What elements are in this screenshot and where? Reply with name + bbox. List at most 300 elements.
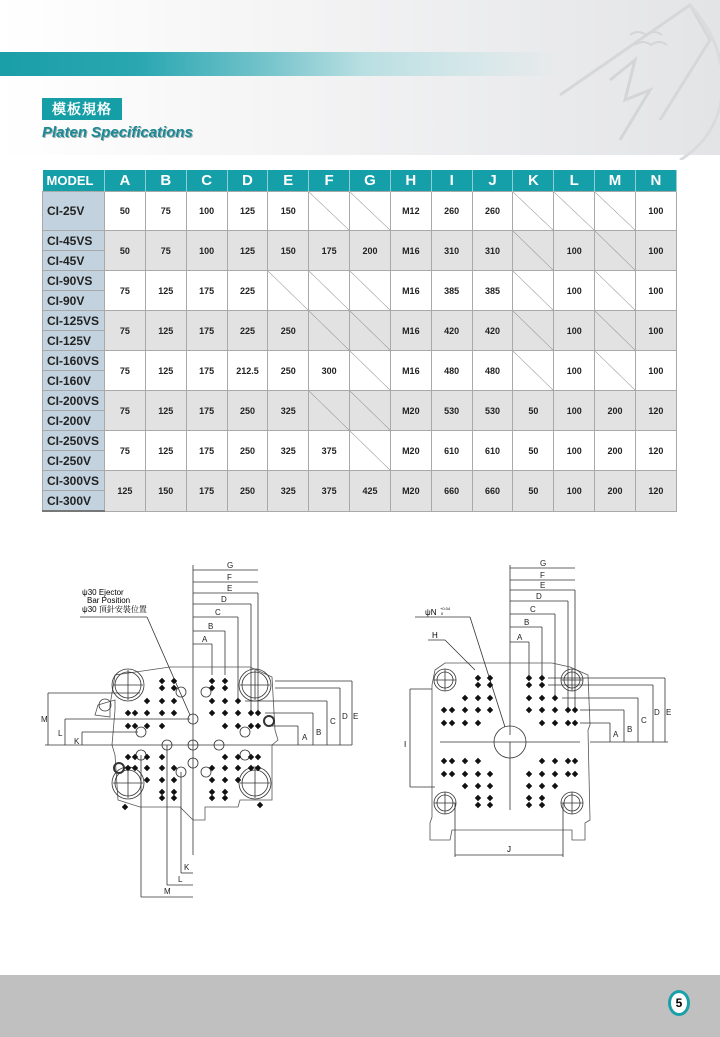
side-dim-d: D [342,712,348,721]
tapped-hole-icon [255,710,261,716]
value-cell: 425 [350,471,391,512]
tapped-hole-icon [475,795,481,801]
value-cell: 660 [431,471,472,512]
tapped-hole-icon [441,758,447,764]
value-cell: M12 [390,192,431,231]
tapped-hole-icon [572,707,578,713]
value-cell: 50 [513,431,554,471]
top-dim-label: G [227,561,234,570]
j-label: J [507,845,511,854]
bottom-dim-m: M [164,887,171,896]
tapped-hole-icon [475,707,481,713]
value-cell: 100 [186,192,227,231]
empty-cell [513,311,554,351]
model-cell: CI-200V [43,411,105,431]
table-row [43,351,677,371]
tapped-hole-icon [475,758,481,764]
left-dim-l: L [58,729,63,738]
tapped-hole-icon [552,707,558,713]
table-row [43,391,677,411]
value-cell: M20 [390,391,431,431]
value-cell: 325 [268,391,309,431]
table-row [43,271,677,291]
tapped-hole-icon [159,777,165,783]
value-cell: 212.5 [227,351,268,391]
top-dim-label: C [215,608,221,617]
tapped-hole-icon [222,754,228,760]
value-cell: 100 [635,351,676,391]
value-cell: 175 [186,471,227,512]
tapped-hole-icon [159,685,165,691]
tapped-hole-icon [572,758,578,764]
empty-cell [554,192,595,231]
value-cell: M20 [390,431,431,471]
table-row [43,431,677,451]
tapped-hole-icon [209,685,215,691]
tapped-hole-icon [171,698,177,704]
top-dim-label: A [517,633,523,642]
value-cell: M16 [390,271,431,311]
value-cell: 125 [145,351,186,391]
tapped-hole-icon [475,771,481,777]
column-header-a: A [105,170,146,192]
top-dim-label: B [208,622,214,631]
value-cell: 50 [513,471,554,512]
tapped-hole-icon [144,754,150,760]
model-cell: CI-250VS [43,431,105,451]
tapped-hole-icon [144,710,150,716]
tapped-hole-icon [462,758,468,764]
section-title-en: Platen Specifications [42,124,193,141]
value-cell: 175 [186,311,227,351]
model-cell: CI-160V [43,371,105,391]
tapped-hole-icon [539,802,545,808]
ejector-label-line2: Bar Position [87,596,131,605]
left-dim-k: K [74,737,80,746]
tapped-hole-icon [487,707,493,713]
empty-cell [513,271,554,311]
value-cell: 200 [350,231,391,271]
tapped-hole-icon [441,720,447,726]
tapped-hole-icon [209,710,215,716]
column-header-c: C [186,170,227,192]
tapped-hole-icon [462,783,468,789]
value-cell: 175 [186,351,227,391]
value-cell: 250 [227,391,268,431]
top-dim-label: F [227,573,232,582]
value-cell: 150 [145,471,186,512]
tapped-hole-icon [159,698,165,704]
tapped-hole-icon [526,771,532,777]
tapped-hole-icon [526,795,532,801]
value-cell: M20 [390,471,431,512]
tapped-hole-icon [462,695,468,701]
tapped-hole-icon [552,695,558,701]
tapped-hole-icon [565,720,571,726]
top-dim-label: C [530,605,536,614]
empty-cell [268,271,309,311]
value-cell: M16 [390,351,431,391]
value-cell: 100 [554,471,595,512]
top-dim-label: G [540,559,547,568]
value-cell: 150 [268,192,309,231]
tapped-hole-icon [539,707,545,713]
value-cell: 530 [472,391,513,431]
tapped-hole-icon [565,771,571,777]
tapped-hole-icon [552,783,558,789]
value-cell: 250 [268,351,309,391]
tapped-hole-icon [539,682,545,688]
column-header-i: I [431,170,472,192]
empty-cell [350,431,391,471]
tapped-hole-icon [565,707,571,713]
platen-diagram-right [400,555,690,865]
tapped-hole-icon [132,710,138,716]
model-cell: CI-200VS [43,391,105,411]
value-cell: 310 [472,231,513,271]
value-cell: 125 [227,231,268,271]
tapped-hole-icon [552,720,558,726]
value-cell: 75 [105,431,146,471]
top-dim-label: D [221,595,227,604]
tapped-hole-icon [171,777,177,783]
value-cell: 100 [554,231,595,271]
tapped-hole-icon [209,789,215,795]
value-cell: 75 [105,351,146,391]
value-cell: 75 [105,391,146,431]
empty-cell [595,192,636,231]
tapped-hole-icon [132,754,138,760]
value-cell: 260 [472,192,513,231]
top-dim-label: E [227,584,233,593]
top-dim-label: F [540,571,545,580]
tapped-hole-icon [526,675,532,681]
tapped-hole-icon [475,720,481,726]
value-cell: 175 [186,391,227,431]
tapped-hole-icon [235,765,241,771]
value-cell: 610 [472,431,513,471]
tapped-hole-icon [222,678,228,684]
tapped-hole-icon [475,675,481,681]
tapped-hole-icon [222,710,228,716]
tapped-hole-icon [209,777,215,783]
value-cell: 75 [105,311,146,351]
tapped-hole-icon [487,675,493,681]
value-cell: 200 [595,391,636,431]
tapped-hole-icon [539,695,545,701]
top-dim-label: B [524,618,530,627]
value-cell: 100 [554,271,595,311]
value-cell: 75 [105,271,146,311]
value-cell: 375 [309,431,350,471]
section-title-zh: 模板規格 [42,98,122,120]
value-cell: 50 [105,192,146,231]
model-cell: CI-90VS [43,271,105,291]
bore-label: ψN [425,608,437,617]
tapped-hole-icon [526,783,532,789]
header-band [0,52,560,76]
value-cell: 175 [309,231,350,271]
value-cell: 75 [145,231,186,271]
column-header-l: L [554,170,595,192]
side-dim-a: A [613,730,619,739]
tapped-hole-icon [125,723,131,729]
tapped-hole-icon [462,720,468,726]
value-cell: 120 [635,431,676,471]
tapped-hole-icon [526,707,532,713]
value-cell: 660 [472,471,513,512]
model-cell: CI-300VS [43,471,105,491]
value-cell: 100 [554,351,595,391]
tapped-hole-icon [255,754,261,760]
empty-cell [513,351,554,391]
tapped-hole-icon [539,783,545,789]
tapped-hole-icon [171,795,177,801]
empty-cell [350,391,391,431]
top-dim-label: D [536,592,542,601]
tapped-hole-icon [526,695,532,701]
i-label: I [404,740,407,749]
column-header-k: K [513,170,554,192]
model-cell: CI-45V [43,251,105,271]
value-cell: 385 [472,271,513,311]
value-cell: 480 [431,351,472,391]
column-header-j: J [472,170,513,192]
tapped-hole-icon [449,720,455,726]
column-header-n: N [635,170,676,192]
value-cell: 250 [227,471,268,512]
empty-cell [513,192,554,231]
column-header-model: MODEL [43,170,105,192]
side-dim-b: B [316,728,322,737]
empty-cell [595,271,636,311]
empty-cell [309,192,350,231]
tapped-hole-icon [462,771,468,777]
value-cell: 385 [431,271,472,311]
tapped-hole-icon [144,777,150,783]
model-cell: CI-90V [43,291,105,311]
tapped-hole-icon [552,771,558,777]
column-header-b: B [145,170,186,192]
value-cell: 260 [431,192,472,231]
tapped-hole-icon [539,795,545,801]
empty-cell [309,271,350,311]
tapped-hole-icon [222,723,228,729]
tapped-hole-icon [552,758,558,764]
table-header-row [43,170,677,192]
model-cell: CI-250V [43,451,105,471]
value-cell: 175 [186,271,227,311]
value-cell: 100 [186,231,227,271]
tapped-hole-icon [565,758,571,764]
tapped-hole-icon [255,723,261,729]
tapped-hole-icon [159,710,165,716]
side-dim-d: D [654,708,660,717]
top-dim-label: E [540,581,546,590]
tapped-hole-icon [526,802,532,808]
ejector-label-line3: ψ30 頂針安裝位置 [82,605,147,614]
side-dim-e: E [353,712,359,721]
value-cell: 100 [635,231,676,271]
tapped-hole-icon [235,710,241,716]
tapped-hole-icon [209,678,215,684]
value-cell: 50 [105,231,146,271]
tapped-hole-icon [526,682,532,688]
column-header-g: G [350,170,391,192]
table-row [43,192,677,231]
value-cell: M16 [390,231,431,271]
empty-cell [350,351,391,391]
tapped-hole-icon [171,710,177,716]
table-row [43,231,677,251]
tapped-hole-icon [209,765,215,771]
tapped-hole-icon [222,789,228,795]
tapped-hole-icon [222,777,228,783]
column-header-m: M [595,170,636,192]
tapped-hole-icon [487,695,493,701]
value-cell: 480 [472,351,513,391]
column-header-h: H [390,170,431,192]
tapped-hole-icon [487,802,493,808]
bottom-dim-l: L [178,875,183,884]
value-cell: 225 [227,271,268,311]
value-cell: 200 [595,471,636,512]
side-dim-a: A [302,733,308,742]
tapped-hole-icon [122,804,128,810]
side-dim-c: C [641,716,647,725]
value-cell: 310 [431,231,472,271]
tapped-hole-icon [159,723,165,729]
value-cell: 530 [431,391,472,431]
bore-tolerance-lower: 0 [441,611,444,616]
value-cell: 150 [268,231,309,271]
tapped-hole-icon [449,707,455,713]
tapped-hole-icon [449,771,455,777]
left-dim-m: M [41,715,48,724]
value-cell: 125 [145,311,186,351]
platen-diagram-left [40,555,370,905]
empty-cell [350,271,391,311]
tapped-hole-icon [222,765,228,771]
empty-cell [595,231,636,271]
value-cell: 125 [227,192,268,231]
value-cell: 100 [635,271,676,311]
side-dim-c: C [330,717,336,726]
value-cell: 200 [595,431,636,471]
tapped-hole-icon [248,710,254,716]
value-cell: 325 [268,431,309,471]
tapped-hole-icon [462,707,468,713]
platen-spec-table [42,170,677,512]
table-row [43,471,677,491]
tapped-hole-icon [235,723,241,729]
tapped-hole-icon [449,758,455,764]
column-header-d: D [227,170,268,192]
tapped-hole-icon [248,754,254,760]
tapped-hole-icon [159,678,165,684]
value-cell: 100 [554,311,595,351]
side-dim-b: B [627,725,633,734]
value-cell: M16 [390,311,431,351]
value-cell: 250 [268,311,309,351]
value-cell: 125 [145,271,186,311]
tapped-hole-icon [572,771,578,777]
empty-cell [309,391,350,431]
value-cell: 325 [268,471,309,512]
value-cell: 125 [145,391,186,431]
value-cell: 120 [635,471,676,512]
tapped-hole-icon [441,771,447,777]
value-cell: 100 [554,391,595,431]
model-cell: CI-300V [43,491,105,512]
tapped-hole-icon [475,695,481,701]
value-cell: 100 [635,311,676,351]
tapped-hole-icon [159,754,165,760]
value-cell: 120 [635,391,676,431]
tapped-hole-icon [171,789,177,795]
empty-cell [595,311,636,351]
tapped-hole-icon [487,795,493,801]
tapped-hole-icon [144,765,150,771]
tapped-hole-icon [539,758,545,764]
value-cell: 50 [513,391,554,431]
model-cell: CI-25V [43,192,105,231]
value-cell: 375 [309,471,350,512]
empty-cell [595,351,636,391]
value-cell: 100 [554,431,595,471]
model-cell: CI-125V [43,331,105,351]
tapped-hole-icon [475,783,481,789]
tapped-hole-icon [487,783,493,789]
value-cell: 300 [309,351,350,391]
tapped-hole-icon [539,771,545,777]
tapped-hole-icon [539,720,545,726]
top-dim-label: A [202,635,208,644]
tapped-hole-icon [487,771,493,777]
empty-cell [350,192,391,231]
value-cell: 420 [472,311,513,351]
tapped-hole-icon [475,802,481,808]
model-cell: CI-45VS [43,231,105,251]
empty-cell [513,231,554,271]
value-cell: 610 [431,431,472,471]
value-cell: 420 [431,311,472,351]
tapped-hole-icon [475,682,481,688]
empty-cell [350,311,391,351]
model-cell: CI-160VS [43,351,105,371]
tapped-hole-icon [235,698,241,704]
empty-cell [309,311,350,351]
h-label: H [432,631,438,640]
tapped-hole-icon [144,698,150,704]
footer-bar [0,975,720,1037]
tapped-hole-icon [222,795,228,801]
logo-watermark-icon [540,0,720,160]
side-dim-e: E [666,708,672,717]
tapped-hole-icon [222,698,228,704]
ejector-label-line1: ψ30 Ejector [82,588,124,597]
page-number: 5 [668,990,690,1016]
tapped-hole-icon [209,698,215,704]
tapped-hole-icon [159,765,165,771]
value-cell: 225 [227,311,268,351]
bore-tolerance-upper: +0.04 [440,606,451,611]
tapped-hole-icon [125,710,131,716]
model-cell: CI-125VS [43,311,105,331]
tapped-hole-icon [159,789,165,795]
tapped-hole-icon [125,754,131,760]
value-cell: 125 [145,431,186,471]
